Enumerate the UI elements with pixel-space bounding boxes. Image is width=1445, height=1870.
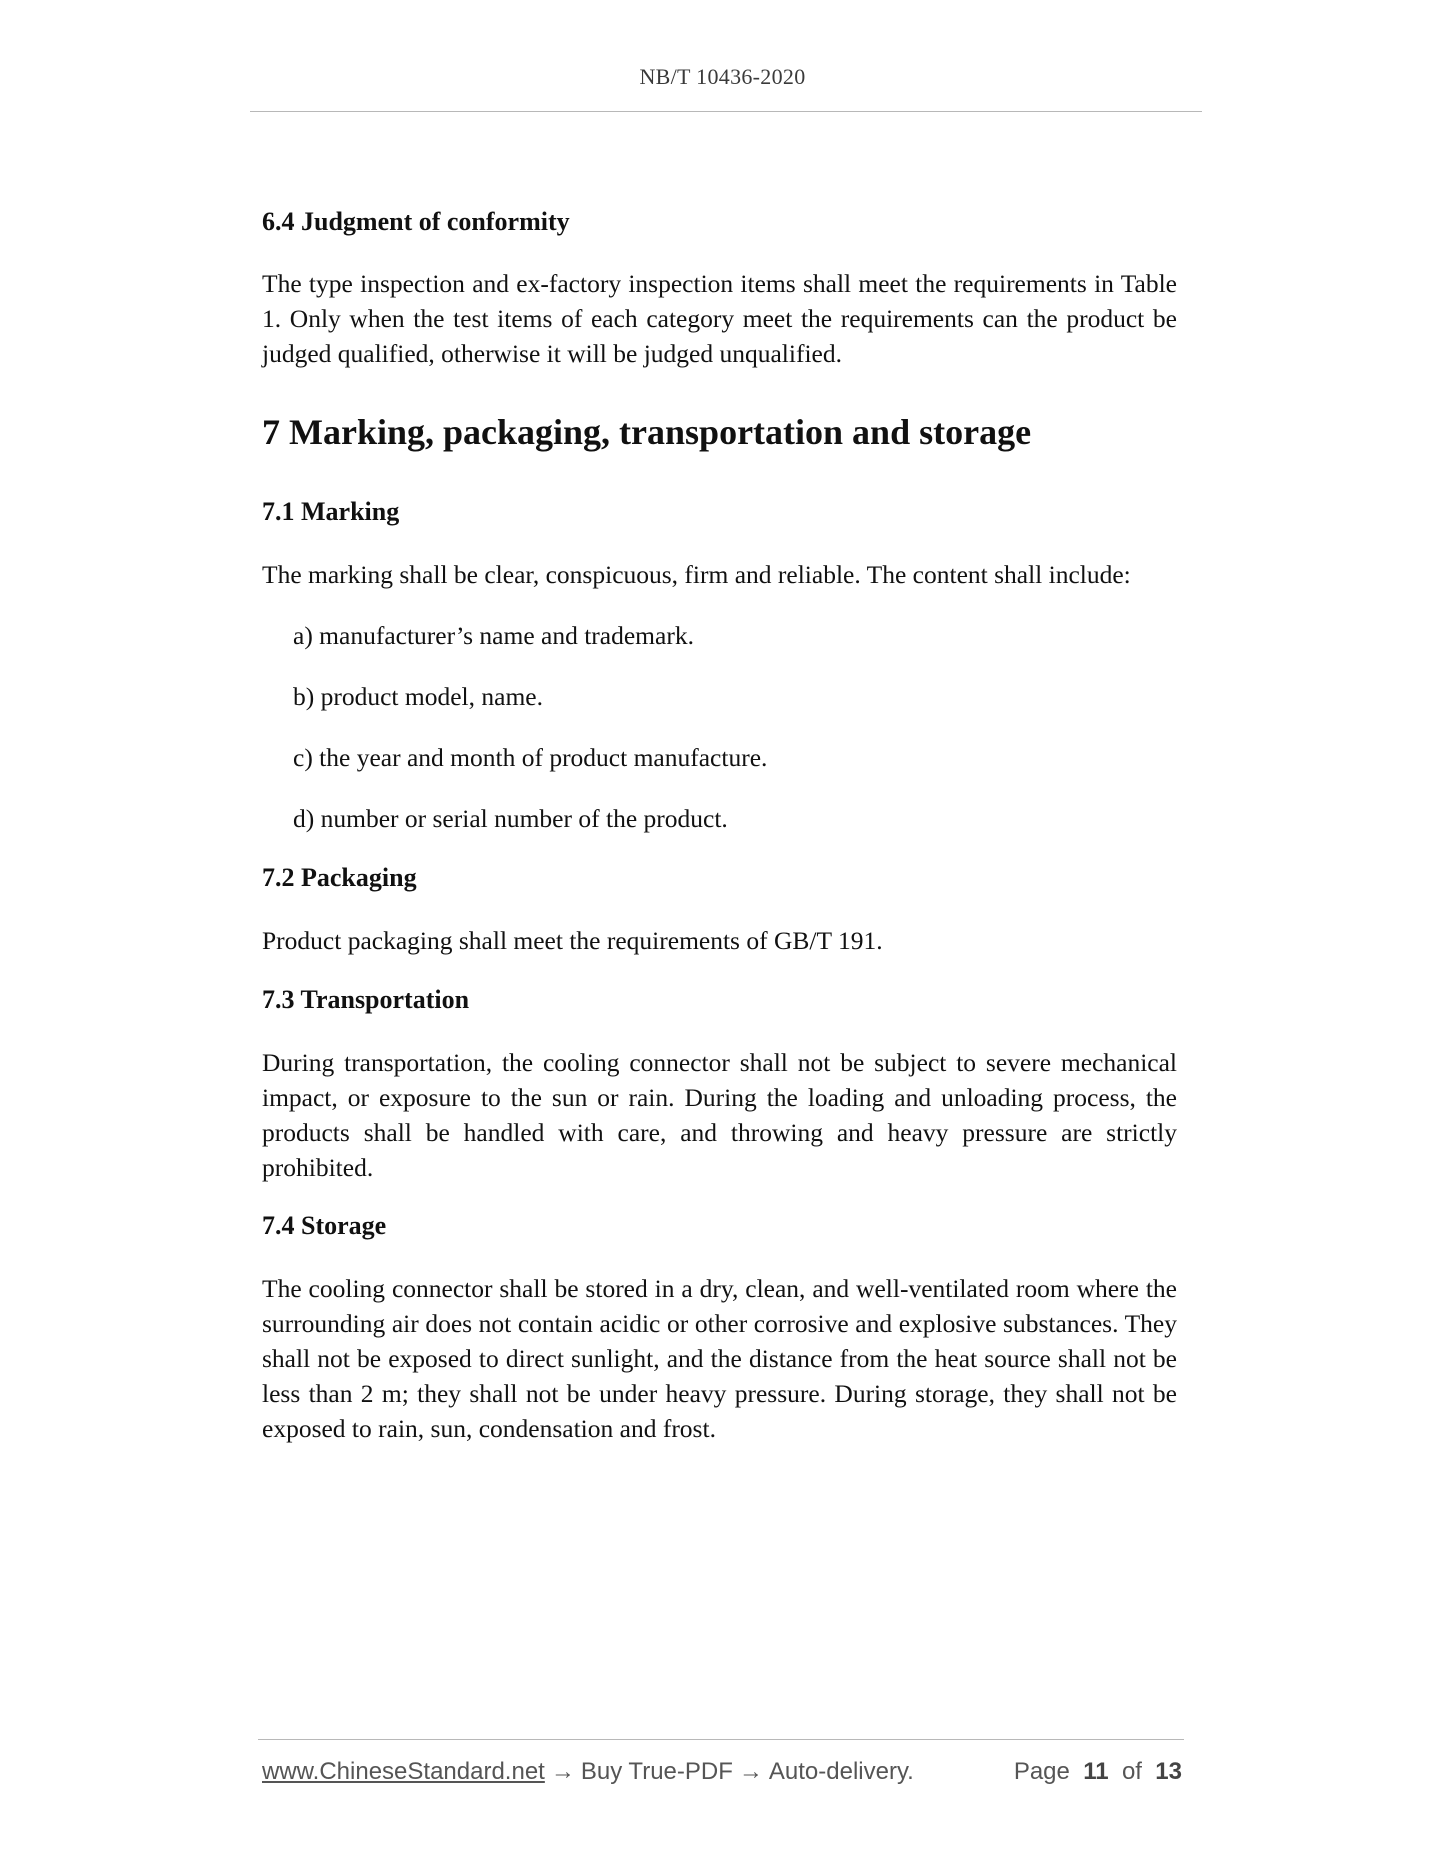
header-divider	[250, 111, 1202, 112]
page-word: Page	[1013, 1758, 1070, 1785]
list-item-d: d) number or serial number of the product.	[293, 804, 728, 833]
list-item-a: a) manufacturer’s name and trademark.	[293, 621, 694, 650]
running-header: NB/T 10436-2020	[639, 64, 806, 89]
list-item-c: c) the year and month of product manufacture.	[293, 743, 768, 772]
section-6-4-body: The type inspection and ex-factory inspection items shall meet the requirements in Table 1. Only when the test items of each category meet the requirements can the product be judged qualified, otherwise it will be judged unqualified.	[262, 269, 1177, 368]
section-7-1-heading: 7.1 Marking	[262, 497, 400, 526]
section-7-2-body: Product packaging shall meet the requirements of GB/T 191.	[262, 926, 883, 955]
section-7-heading: 7 Marking, packaging, transportation and storage	[262, 412, 1032, 452]
footer-divider	[258, 1739, 1184, 1740]
section-7-3-heading: 7.3 Transportation	[262, 985, 470, 1014]
of-word: of	[1121, 1758, 1142, 1785]
page-current: 11	[1083, 1758, 1109, 1785]
page-footer	[262, 1755, 1182, 1789]
list-item-b: b) product model, name.	[293, 682, 543, 711]
footer-promo	[262, 1755, 914, 1789]
section-7-1-body: The marking shall be clear, conspicuous, firm and reliable. The content shall include:	[262, 560, 1131, 589]
arrow-right-icon: →	[738, 1758, 763, 1785]
page-number	[1014, 1755, 1182, 1789]
section-7-4-body: The cooling connector shall be stored in a dry, clean, and well-ventilated room where the surrounding air does not contain acidic or other corrosive and explosive substances. They shall not be exposed to direct sunlight, and the distance from the heat source shall not be less than 2 m; they shall not be under heavy pressure. During storage, they shall not be exposed to rain, sun, condensation and frost.	[262, 1274, 1177, 1443]
page-total: 13	[1155, 1758, 1182, 1785]
arrow-right-icon: →	[550, 1758, 575, 1785]
section-7-2-heading: 7.2 Packaging	[262, 863, 417, 892]
section-7-3-body: During transportation, the cooling connector shall not be subject to severe mechanical impact, or exposure to the sun or rain. During the loading and unloading process, the products shall be handled with care, and throwing and heavy pressure are strictly prohibited.	[262, 1048, 1177, 1182]
footer-step-buy: Buy True-PDF	[580, 1758, 733, 1785]
footer-step-delivery: Auto-delivery.	[768, 1758, 914, 1785]
section-6-4-heading: 6.4 Judgment of conformity	[262, 207, 570, 236]
website-link[interactable]: www.ChineseStandard.net	[262, 1758, 545, 1785]
section-7-4-heading: 7.4 Storage	[262, 1211, 387, 1240]
